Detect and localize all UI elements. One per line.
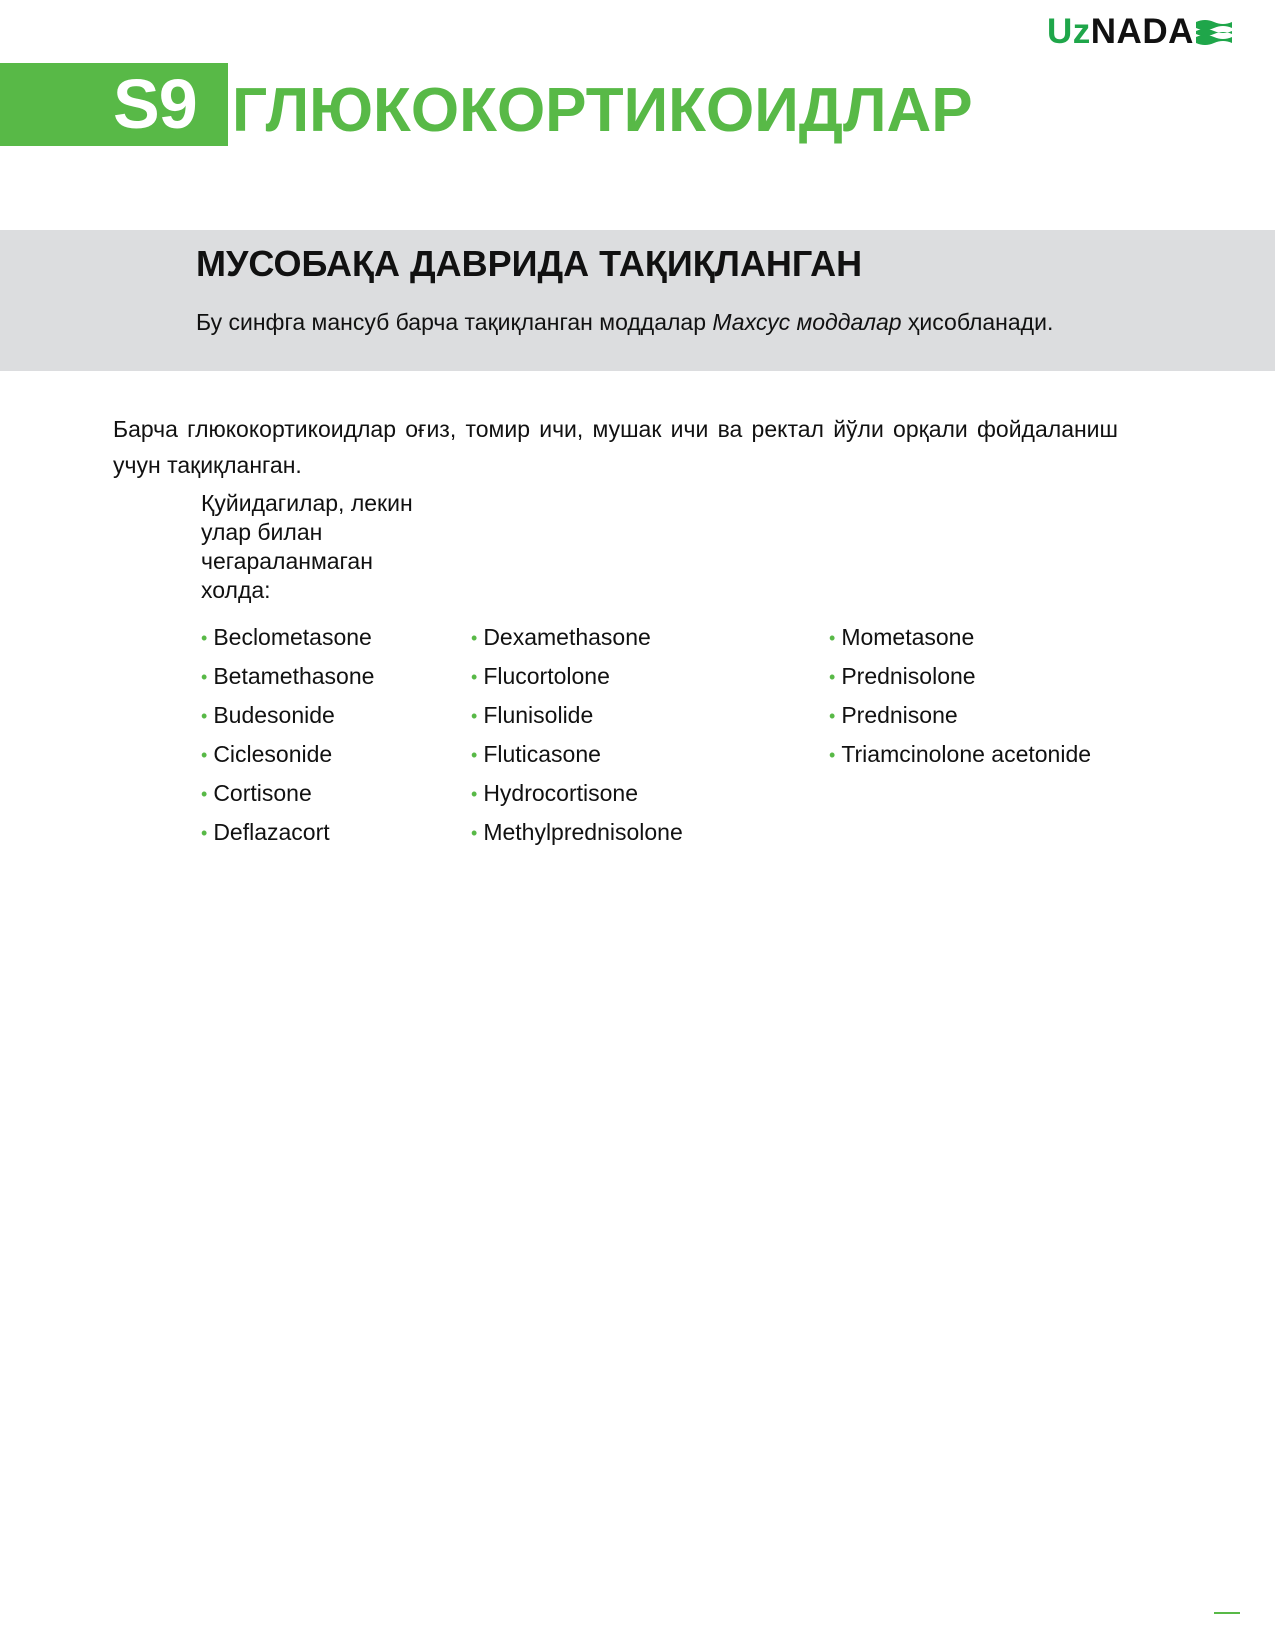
bullet-icon: • [471, 706, 478, 726]
bullet-icon: • [471, 784, 478, 804]
flag-icon [1196, 18, 1232, 46]
bullet-icon: • [829, 745, 836, 765]
bullet-icon: • [471, 628, 478, 648]
substance-name: Beclometasone [213, 624, 372, 650]
bullet-icon: • [471, 667, 478, 687]
substance-name: Mometasone [841, 624, 975, 650]
bullet-icon: • [829, 706, 836, 726]
substance-name: Betamethasone [213, 663, 375, 689]
substance-name: Cortisone [213, 780, 312, 806]
substance-name: Methylprednisolone [483, 819, 683, 845]
substance-list-item [201, 661, 374, 700]
substance-list-item [201, 700, 374, 739]
substance-list-item [471, 817, 683, 856]
banner-text-italic: Махсус моддалар [712, 309, 902, 335]
bullet-icon: • [201, 745, 208, 765]
banner-text-after: ҳисобланади. [901, 309, 1054, 335]
substance-name: Flucortolone [483, 663, 610, 689]
bullet-icon: • [829, 667, 836, 687]
substance-name: Ciclesonide [213, 741, 333, 767]
banner-heading: МУСОБАҚА ДАВРИДА ТАҚИҚЛАНГАН [196, 243, 863, 284]
logo-uz-text: Uz [1047, 12, 1091, 51]
substance-list-item [829, 739, 1091, 778]
substance-name: Budesonide [213, 702, 335, 728]
substance-name: Hydrocortisone [483, 780, 638, 806]
substance-list-column-2 [471, 622, 683, 856]
bullet-icon: • [471, 823, 478, 843]
substance-list-item [471, 778, 683, 817]
substance-list-column-1 [201, 622, 374, 856]
banner-text-before: Бу синфга мансуб барча тақиқланган моддалар [196, 309, 713, 335]
footer-rule [1214, 1612, 1240, 1614]
substance-list-item [201, 739, 374, 778]
bullet-icon: • [201, 628, 208, 648]
substance-list-item [829, 622, 1091, 661]
uznada-logo [1047, 12, 1232, 52]
substance-name: Flunisolide [483, 702, 594, 728]
substance-list-item [829, 661, 1091, 700]
substance-name: Dexamethasone [483, 624, 651, 650]
bullet-icon: • [201, 667, 208, 687]
bullet-icon: • [829, 628, 836, 648]
substance-list-item [471, 700, 683, 739]
substance-list-item [201, 817, 374, 856]
section-title: ГЛЮКОКОРТИКОИДЛАР [232, 76, 973, 145]
substance-list-item [201, 778, 374, 817]
substance-list-item [829, 700, 1091, 739]
bullet-icon: • [201, 706, 208, 726]
bullet-icon: • [201, 823, 208, 843]
substance-list-column-3 [829, 622, 1091, 778]
bullet-icon: • [201, 784, 208, 804]
substance-list-item [471, 661, 683, 700]
substance-list-item [471, 622, 683, 661]
substance-name: Deflazacort [213, 819, 330, 845]
logo-nada-text: NADA [1090, 12, 1194, 51]
substance-name: Fluticasone [483, 741, 601, 767]
substance-name: Triamcinolone acetonide [841, 741, 1092, 767]
substance-list-item [471, 739, 683, 778]
substance-name: Prednisone [841, 702, 958, 728]
substance-name: Prednisolone [841, 663, 976, 689]
list-intro: Қуйидагилар, лекин улар билан чегараланмаган холда: [201, 490, 413, 603]
banner-text [196, 309, 1053, 336]
substance-list-item [201, 622, 374, 661]
body-paragraph: Барча глюкокортикоидлар оғиз, томир ичи, мушак ичи ва ректал йўли орқали фойдаланиш учун тақиқланган. [113, 416, 1118, 478]
section-code: S9 [113, 65, 197, 143]
bullet-icon: • [471, 745, 478, 765]
